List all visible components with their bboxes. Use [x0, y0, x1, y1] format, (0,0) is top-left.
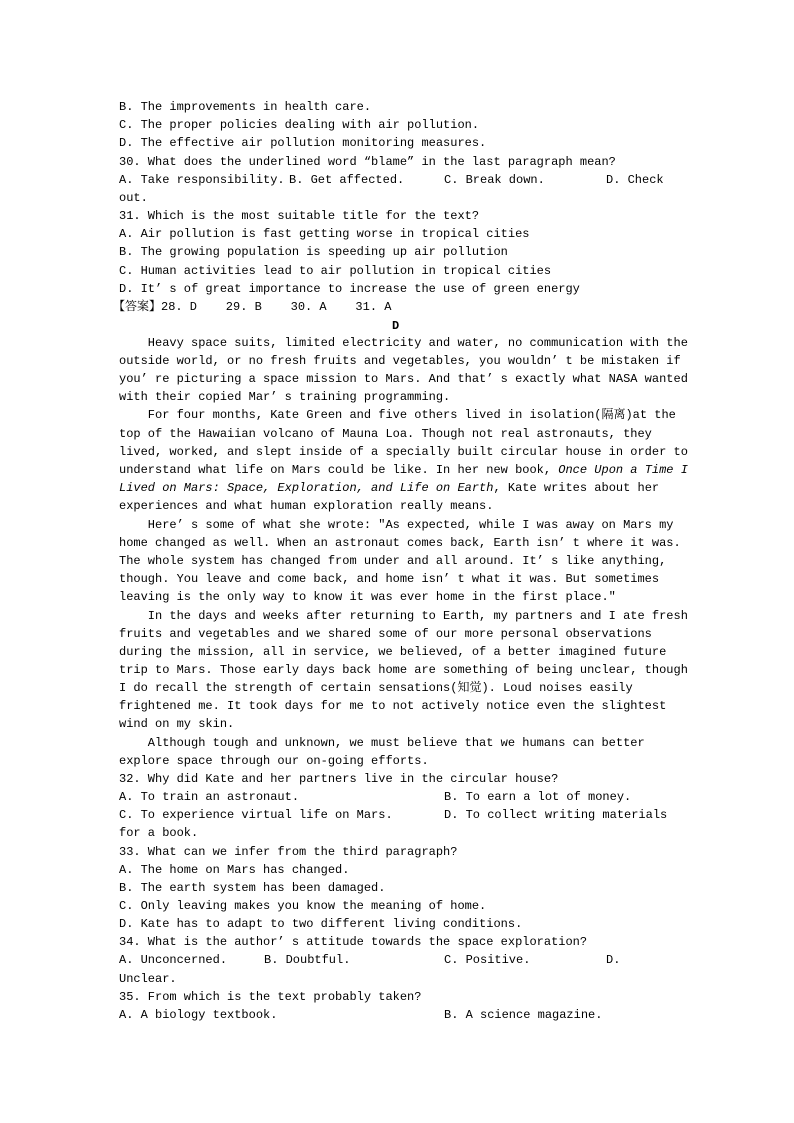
- passage-text: understand what life on Mars could be like. In her new book,: [119, 463, 559, 477]
- q32-option-c: C. To experience virtual life on Mars.: [119, 808, 393, 822]
- q30-options: [119, 172, 664, 188]
- passage-line: trip to Mars. Those early days back home are something of being unclear, though: [119, 663, 688, 677]
- passage-line: For four months, Kate Green and five others lived in isolation(隔离)at the: [119, 408, 676, 422]
- q31-option-c: C. Human activities lead to air pollution in tropical cities: [119, 264, 552, 278]
- q34-options: [119, 952, 620, 968]
- answer-key: 【答案】28. D 29. B 30. A 31. A: [113, 300, 392, 314]
- q35-stem: 35. From which is the text probably taken?: [119, 990, 422, 1004]
- q31-stem: 31. Which is the most suitable title for the text?: [119, 209, 480, 223]
- passage-line: though. You leave and come back, and home isn’ t what it was. But sometimes: [119, 572, 660, 586]
- passage-line: In the days and weeks after returning to Earth, my partners and I ate fresh: [119, 609, 688, 623]
- q32-option-b: B. To earn a lot of money.: [444, 790, 632, 804]
- q34-option-b: B. Doubtful.: [264, 953, 351, 967]
- q35-option-a: A. A biology textbook.: [119, 1008, 278, 1022]
- passage-line: you’ re picturing a space mission to Mars. And that’ s exactly what NASA wanted: [119, 372, 688, 386]
- q33-option-b: B. The earth system has been damaged.: [119, 881, 386, 895]
- q35-options: [119, 1007, 602, 1023]
- passage-line: Here’ s some of what she wrote: ″As expected, while I was away on Mars my: [119, 518, 674, 532]
- q35-option-b: B. A science magazine.: [444, 1008, 603, 1022]
- passage-line: I do recall the strength of certain sensations(知觉). Loud noises easily: [119, 681, 633, 695]
- q30-option-d-cont: out.: [119, 191, 148, 205]
- q31-option-b: B. The growing population is speeding up air pollution: [119, 245, 508, 259]
- passage-line: lived, worked, and slept inside of a specially built circular house in order to: [119, 445, 688, 459]
- q29-option-d: D. The effective air pollution monitoring measures.: [119, 136, 487, 150]
- q31-option-d: D. It’ s of great importance to increase the use of green energy: [119, 282, 580, 296]
- passage-heading: D: [392, 319, 400, 333]
- q30-option-c: C. Break down.: [444, 173, 545, 187]
- passage-line: explore space through our on-going efforts.: [119, 754, 429, 768]
- q34-option-d-cont: Unclear.: [119, 972, 177, 986]
- q29-option-c: C. The proper policies dealing with air pollution.: [119, 118, 480, 132]
- passage-line: wind on my skin.: [119, 717, 235, 731]
- passage-line: outside world, or no fresh fruits and vegetables, you wouldn’ t be mistaken if: [119, 354, 681, 368]
- q34-option-d: D.: [606, 953, 621, 967]
- passage-line: [119, 480, 659, 496]
- q32-options-row2: [119, 807, 667, 823]
- q32-options-row1: [119, 789, 631, 805]
- q33-option-d: D. Kate has to adapt to two different living conditions.: [119, 917, 523, 931]
- passage-line: frightened me. It took days for me to not actively notice even the slightest: [119, 699, 667, 713]
- q30-option-d: D. Check: [606, 173, 664, 187]
- passage-line: The whole system has changed from under and all around. It’ s like anything,: [119, 554, 667, 568]
- book-title: Lived on Mars: Space, Exploration, and Life on Earth: [119, 481, 494, 495]
- passage-line: home changed as well. When an astronaut comes back, Earth isn’ t where it was.: [119, 536, 681, 550]
- passage-line: Heavy space suits, limited electricity and water, no communication with the: [119, 336, 688, 350]
- passage-line: during the mission, all in service, we believed, of a better imagined future: [119, 645, 667, 659]
- passage-line: experiences and what human exploration really means.: [119, 499, 494, 513]
- book-title: Once Upon a Time I: [558, 463, 688, 477]
- q32-stem: 32. Why did Kate and her partners live in the circular house?: [119, 772, 559, 786]
- passage-line: fruits and vegetables and we shared some of our more personal observations: [119, 627, 652, 641]
- q34-stem: 34. What is the author’ s attitude towards the space exploration?: [119, 935, 588, 949]
- passage-line: leaving is the only way to know it was ever home in the first place.″: [119, 590, 616, 604]
- q32-option-d: D. To collect writing materials: [444, 808, 668, 822]
- q30-stem: 30. What does the underlined word “blame” in the last paragraph mean?: [119, 155, 616, 169]
- q32-option-d-cont: for a book.: [119, 826, 199, 840]
- q30-option-a: A. Take responsibility.: [119, 173, 285, 187]
- passage-text: , Kate writes about her: [493, 481, 660, 495]
- passage-line: Although tough and unknown, we must believe that we humans can better: [119, 736, 645, 750]
- q33-stem: 33. What can we infer from the third paragraph?: [119, 845, 458, 859]
- passage-line: top of the Hawaiian volcano of Mauna Loa. Though not real astronauts, they: [119, 427, 652, 441]
- q32-option-a: A. To train an astronaut.: [119, 790, 300, 804]
- passage-line: with their copied Mar’ s training programming.: [119, 390, 451, 404]
- q33-option-a: A. The home on Mars has changed.: [119, 863, 350, 877]
- q34-option-a: A. Unconcerned.: [119, 953, 228, 967]
- q34-option-c: C. Positive.: [444, 953, 531, 967]
- q33-option-c: C. Only leaving makes you know the meaning of home.: [119, 899, 487, 913]
- q29-option-b: B. The improvements in health care.: [119, 100, 372, 114]
- passage-line: [119, 462, 688, 478]
- q30-option-b: B. Get affected.: [289, 173, 405, 187]
- q31-option-a: A. Air pollution is fast getting worse in tropical cities: [119, 227, 530, 241]
